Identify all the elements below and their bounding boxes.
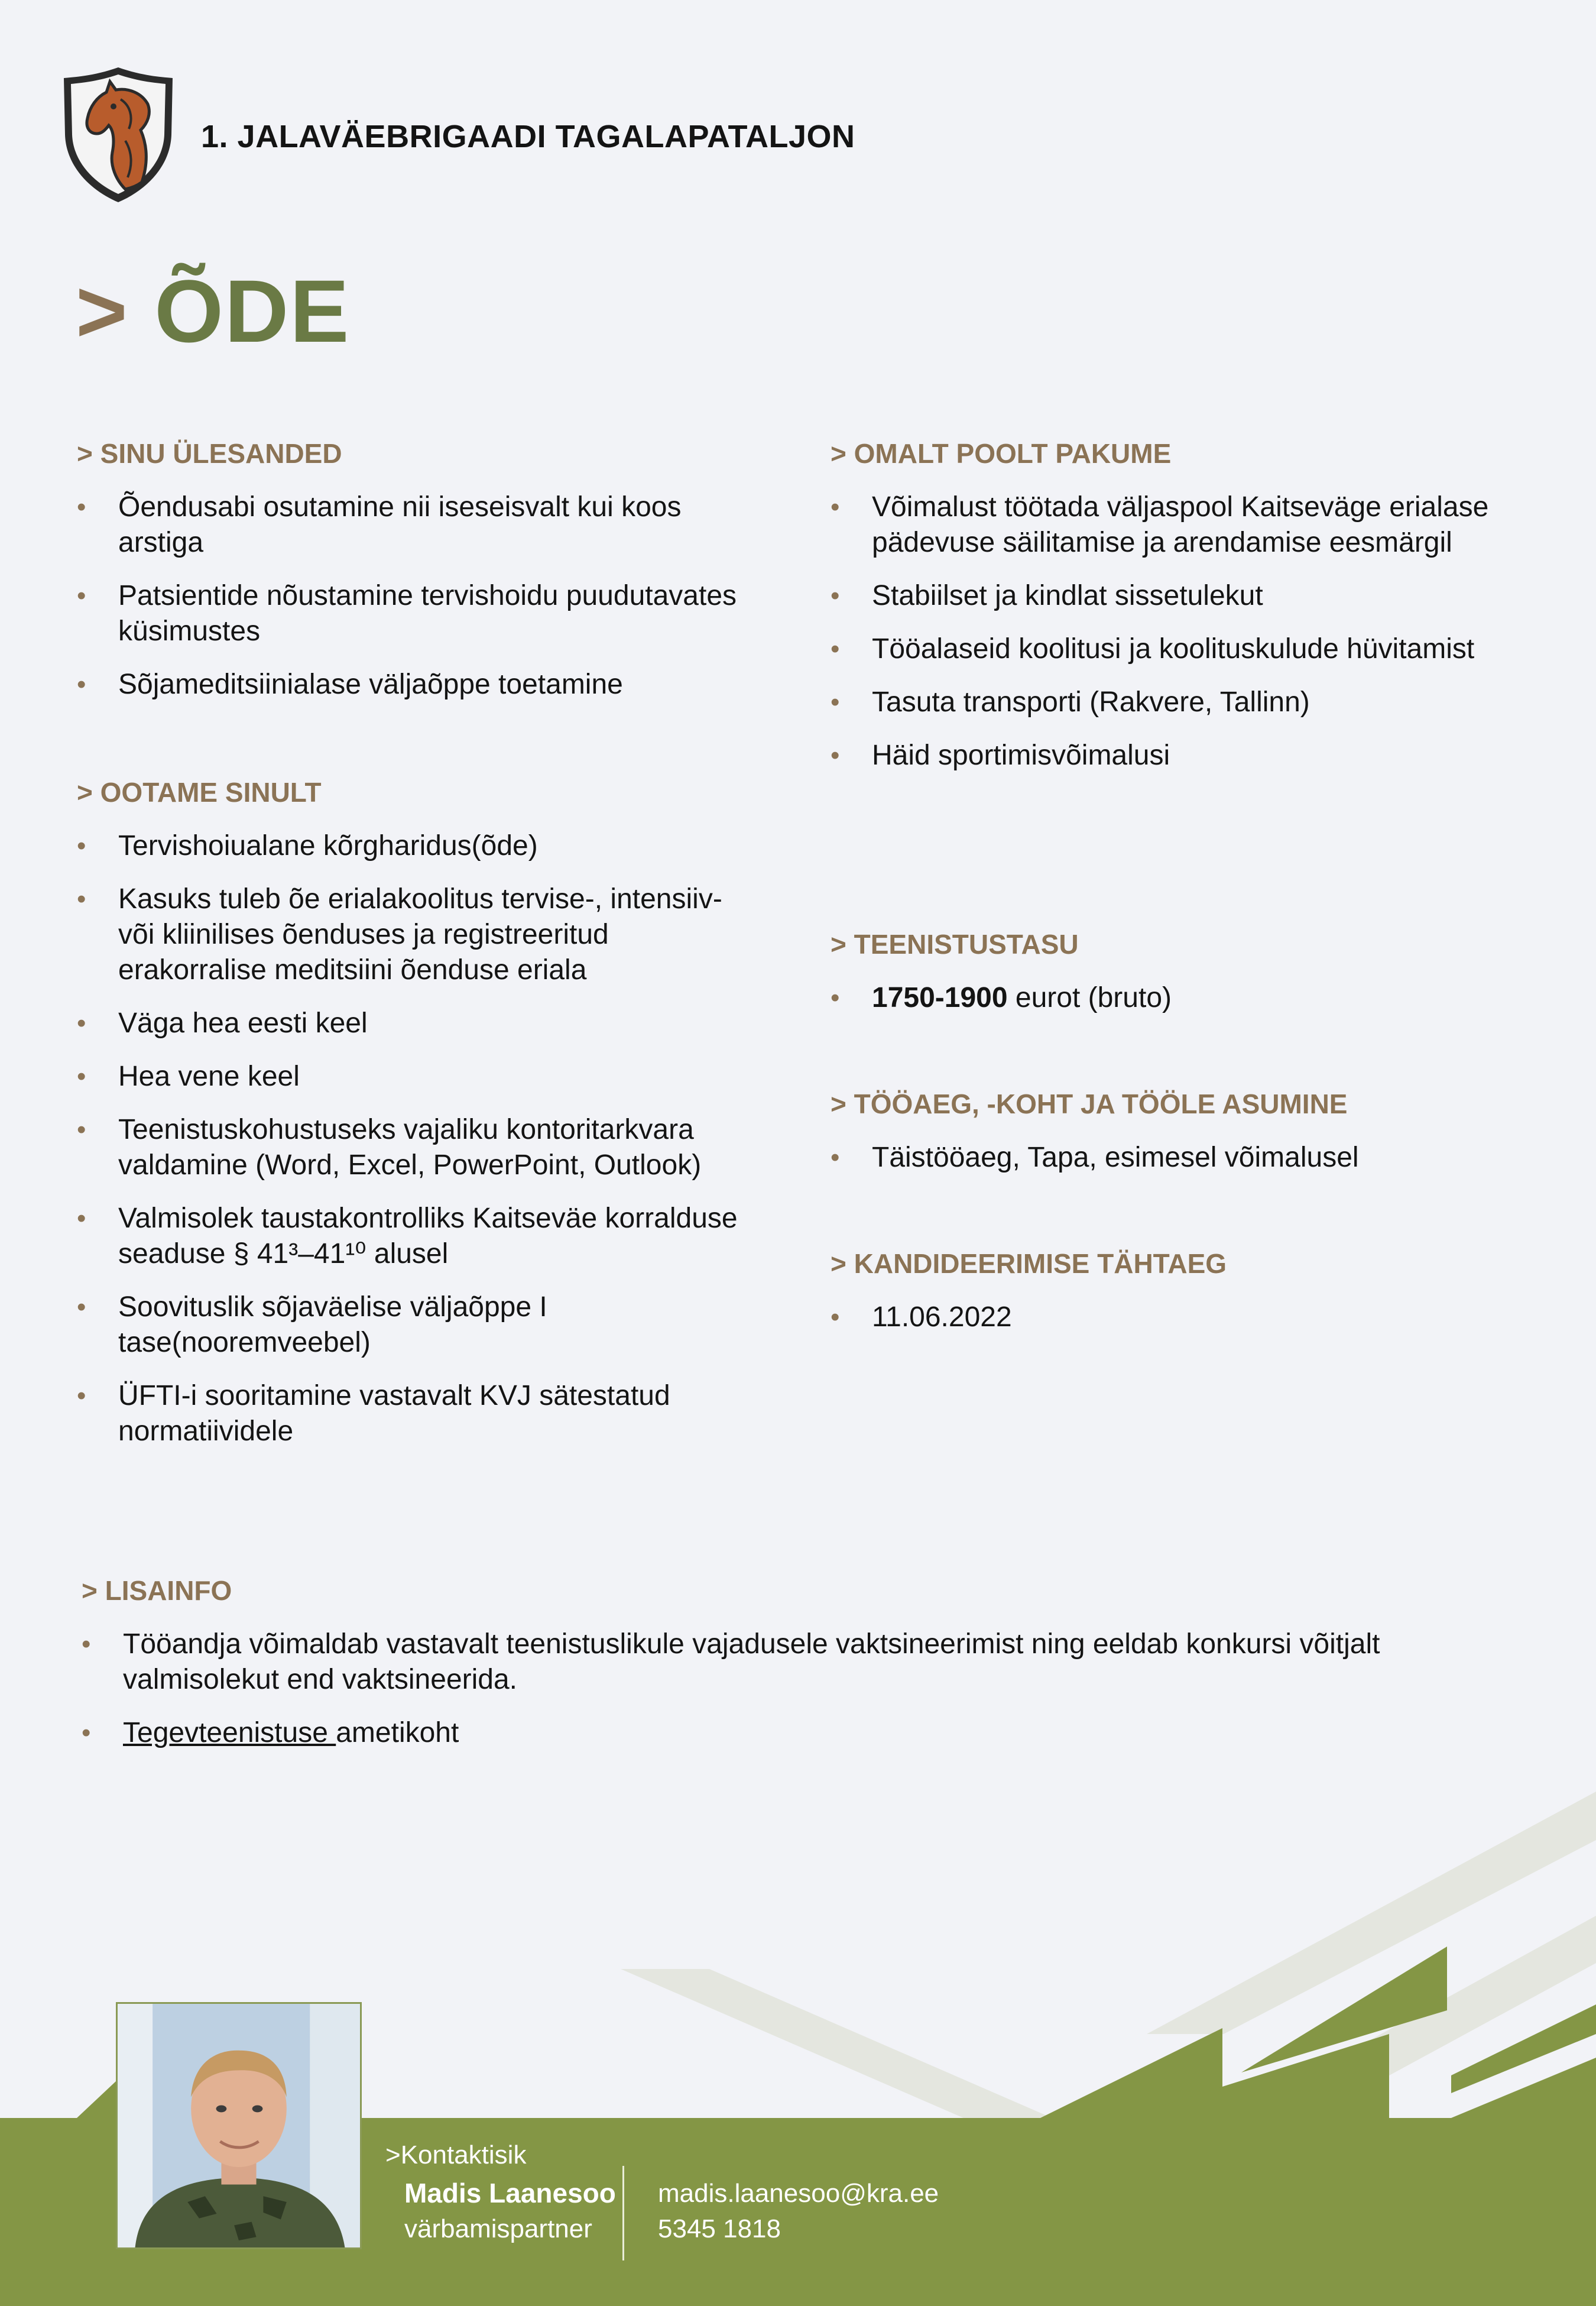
offer-list	[831, 490, 1510, 773]
list-item: • Väga hea eesti keel	[77, 1006, 757, 1041]
list-item: • Kasuks tuleb õe erialakoolitus tervise-, intensiiv- või kliinilises õenduses ja registreeritud erakorralise meditsiini õenduse eriala	[77, 882, 757, 988]
list-item: • Soovituslik sõjaväelise väljaõppe I tase(nooremveebel)	[77, 1290, 757, 1361]
list-item: • Tööalaseid koolitusi ja koolituskulude hüvitamist	[831, 631, 1510, 667]
section-requirements	[77, 776, 757, 1467]
section-extra-info	[82, 1575, 1441, 1769]
title-chevron: >	[76, 261, 129, 361]
section-tasks	[77, 438, 757, 720]
list-item: • Patsientide nõustamine tervishoidu puudutavates küsimustes	[77, 578, 757, 649]
salary-list	[831, 980, 1510, 1016]
tasks-list	[77, 490, 757, 702]
org-name: 1. JALAVÄEBRIGAADI TAGALAPATALJON	[201, 119, 855, 154]
service-type-link[interactable]: Tegevteenistuse	[123, 1717, 336, 1748]
list-item: • Tasuta transporti (Rakvere, Tallinn)	[831, 685, 1510, 720]
list-item: • Võimalust töötada väljaspool Kaitseväge erialase pädevuse säilitamise ja arendamise eesmärgil	[831, 490, 1510, 561]
section-heading: > TÖÖAEG, -KOHT JA TÖÖLE ASUMINE	[831, 1089, 1348, 1119]
list-item: • Hea vene keel	[77, 1059, 757, 1094]
section-worktime	[831, 1088, 1510, 1193]
list-item: • Täistööaeg, Tapa, esimesel võimalusel	[831, 1140, 1510, 1175]
list-item: • Õendusabi osutamine nii iseseisvalt kui koos arstiga	[77, 490, 757, 561]
list-item: • Sõjameditsiinialase väljaõppe toetamine	[77, 667, 757, 702]
list-item: • Valmisolek taustakontrolliks Kaitseväe korralduse seaduse § 41³–41¹⁰ alusel	[77, 1201, 757, 1272]
list-item: • Häid sportimisvõimalusi	[831, 738, 1510, 773]
worktime-list	[831, 1140, 1510, 1175]
contact-role: värbamispartner	[404, 2214, 592, 2243]
list-item: • Teenistuskohustuseks vajaliku kontoritarkvara valdamine (Word, Excel, PowerPoint, Outlook)	[77, 1112, 757, 1183]
contact-name: Madis Laanesoo	[404, 2178, 616, 2208]
section-deadline	[831, 1248, 1510, 1353]
section-heading: > OOTAME SINULT	[77, 777, 322, 808]
section-salary	[831, 928, 1510, 1034]
list-item: • Tervishoiualane kõrgharidus(õde)	[77, 828, 757, 864]
section-offer	[831, 438, 1510, 791]
salary-suffix: eurot (bruto)	[1007, 982, 1172, 1013]
list-item: • Tööandja võimaldab vastavalt teenistuslikule vajadusele vaktsineerimist ning eeldab konkursi võitjalt valmisolekut end vaktsineerida.	[82, 1627, 1441, 1698]
contact-photo	[116, 2002, 362, 2249]
list-item: • ÜFTI-i sooritamine vastavalt KVJ sätestatud normatiividele	[77, 1378, 757, 1449]
contact-email[interactable]: madis.laanesoo@kra.ee	[658, 2179, 939, 2208]
extra-list	[82, 1627, 1441, 1751]
list-item: • Stabiilset ja kindlat sissetulekut	[831, 578, 1510, 614]
horse-head-shield-icon	[58, 64, 179, 206]
list-item	[82, 1715, 1441, 1751]
list-item: • 11.06.2022	[831, 1300, 1510, 1335]
deadline-list	[831, 1300, 1510, 1335]
contact-phone[interactable]: 5345 1818	[658, 2214, 781, 2243]
person-portrait-icon	[118, 2004, 360, 2247]
section-heading: > OMALT POOLT PAKUME	[831, 438, 1172, 469]
section-heading: > KANDIDEERIMISE TÄHTAEG	[831, 1248, 1227, 1279]
list-item	[831, 980, 1510, 1016]
section-heading: > SINU ÜLESANDED	[77, 438, 342, 469]
contact-label: >Kontaktisik	[385, 2140, 527, 2169]
page-title	[76, 260, 350, 362]
link-suffix: ametikoht	[336, 1717, 459, 1748]
section-heading: > LISAINFO	[82, 1575, 232, 1606]
section-heading: > TEENISTUSTASU	[831, 929, 1079, 960]
title-text: ÕDE	[154, 261, 351, 361]
requirements-list	[77, 828, 757, 1449]
salary-amount: 1750-1900	[872, 982, 1008, 1013]
contact-divider	[622, 2166, 624, 2260]
